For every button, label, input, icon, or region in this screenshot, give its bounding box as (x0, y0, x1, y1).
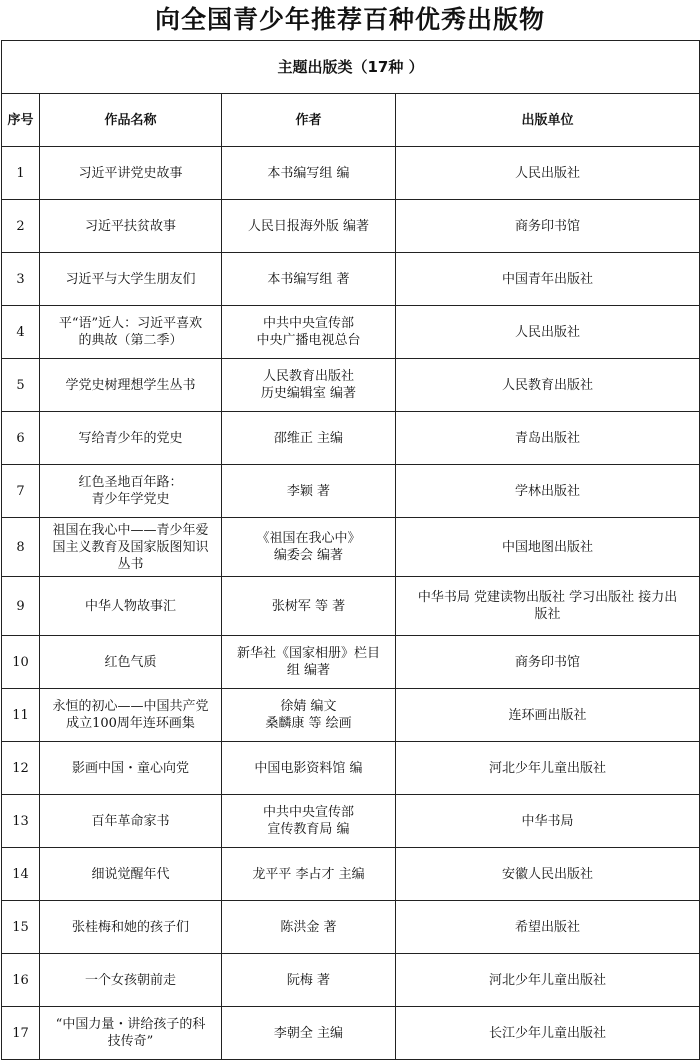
publisher-line: 人民教育出版社 (502, 377, 594, 393)
row-number: 11 (2, 689, 40, 742)
publisher-cell (396, 465, 700, 518)
row-number: 2 (2, 200, 40, 253)
row-number: 10 (2, 636, 40, 689)
table-row (2, 954, 700, 1007)
work-title-line: 祖国在我心中——青少年爱 (52, 522, 209, 538)
author-cell (222, 742, 396, 795)
table-row (2, 306, 700, 359)
author-cell (222, 901, 396, 954)
publisher-line: 长江少年儿童出版社 (489, 1025, 607, 1041)
publisher-line: 青岛出版社 (515, 430, 581, 446)
publisher-line: 河北少年儿童出版社 (489, 972, 607, 988)
publisher-cell (396, 1007, 700, 1060)
author-cell (222, 465, 396, 518)
work-title-line: “中国力量・讲给孩子的科 (55, 1017, 206, 1032)
table-row (2, 636, 700, 689)
author-line: 阮梅 著 (286, 972, 331, 988)
row-number: 17 (2, 1007, 40, 1060)
row-number: 8 (2, 518, 40, 577)
publisher-cell (396, 901, 700, 954)
work-title-line: 中华人物故事汇 (84, 598, 176, 614)
work-title-line: 红色气质 (104, 654, 157, 670)
author-line: 龙平平 李占才 主编 (252, 866, 365, 882)
author-line: 本书编写组 著 (267, 271, 350, 287)
author-line: 张树军 等 著 (271, 598, 346, 614)
table-row (2, 253, 700, 306)
work-title-cell (40, 200, 222, 253)
work-title-line: 习近平扶贫故事 (84, 218, 176, 234)
work-title-cell (40, 848, 222, 901)
publisher-line: 中华书局 (521, 813, 574, 829)
table-row (2, 465, 700, 518)
table-row (2, 518, 700, 577)
work-title-line: 学党史树理想学生丛书 (65, 377, 196, 393)
author-line: 宣传教育局 编 (267, 822, 350, 837)
publisher-cell (396, 253, 700, 306)
table-row (2, 577, 700, 636)
author-cell (222, 412, 396, 465)
publisher-cell (396, 200, 700, 253)
work-title-cell (40, 253, 222, 306)
publisher-line: 中国青年出版社 (502, 271, 594, 287)
author-line: 人民日报海外版 编著 (247, 218, 370, 234)
author-cell (222, 954, 396, 1007)
author-cell (222, 200, 396, 253)
author-line: 桑麟康 等 绘画 (265, 716, 352, 731)
work-title-line: 写给青少年的党史 (78, 430, 183, 446)
author-line: 李颖 著 (286, 483, 331, 499)
row-number: 4 (2, 306, 40, 359)
publisher-cell (396, 848, 700, 901)
publisher-cell (396, 518, 700, 577)
author-line: 人民教育出版社 (262, 369, 354, 384)
work-title-cell (40, 518, 222, 577)
publisher-cell (396, 306, 700, 359)
work-title-cell (40, 1007, 222, 1060)
author-line: 编委会 编著 (273, 548, 344, 563)
work-title-cell (40, 742, 222, 795)
column-header-name: 作品名称 (40, 94, 222, 147)
author-cell (222, 306, 396, 359)
work-title-line: 张桂梅和她的孩子们 (71, 919, 189, 935)
row-number: 16 (2, 954, 40, 1007)
author-line: 徐婧 编文 (280, 699, 337, 714)
row-number: 9 (2, 577, 40, 636)
work-title-cell (40, 412, 222, 465)
row-number: 1 (2, 147, 40, 200)
work-title-cell (40, 306, 222, 359)
row-number: 14 (2, 848, 40, 901)
page-title: 向全国青少年推荐百种优秀出版物 (154, 5, 545, 34)
author-cell (222, 636, 396, 689)
work-title-cell (40, 636, 222, 689)
column-header-author: 作者 (222, 94, 396, 147)
column-header-publisher: 出版单位 (396, 94, 700, 147)
publisher-cell (396, 577, 700, 636)
publisher-line: 版社 (534, 607, 561, 622)
row-number: 13 (2, 795, 40, 848)
row-number: 5 (2, 359, 40, 412)
row-number: 12 (2, 742, 40, 795)
publisher-line: 学林出版社 (515, 483, 581, 499)
work-title-cell (40, 689, 222, 742)
publisher-line: 安徽人民出版社 (502, 866, 594, 882)
publisher-line: 人民出版社 (515, 324, 581, 340)
header-row (2, 94, 700, 147)
publisher-line: 人民出版社 (515, 165, 581, 181)
table-row (2, 359, 700, 412)
author-line: 《祖国在我心中》 (256, 531, 361, 546)
column-header-no: 序号 (2, 94, 40, 147)
author-line: 中央广播电视总台 (256, 333, 361, 348)
table-row (2, 848, 700, 901)
publisher-line: 河北少年儿童出版社 (489, 760, 607, 776)
author-cell (222, 253, 396, 306)
work-title-line: 细说觉醒年代 (91, 866, 170, 882)
publisher-cell (396, 359, 700, 412)
author-cell (222, 795, 396, 848)
table-row (2, 795, 700, 848)
author-line: 中共中央宣传部 (262, 316, 354, 331)
publisher-cell (396, 147, 700, 200)
table-row (2, 147, 700, 200)
publisher-line: 中国地图出版社 (502, 539, 594, 555)
work-title-line: 国主义教育及国家版图知识 (52, 539, 209, 555)
work-title-line: 平“语”近人：习近平喜欢 (58, 316, 203, 331)
work-title-line: 一个女孩朝前走 (84, 972, 176, 988)
work-title-cell (40, 901, 222, 954)
work-title-cell (40, 147, 222, 200)
author-line: 中国电影资料馆 编 (254, 760, 363, 776)
author-cell (222, 1007, 396, 1060)
publisher-cell (396, 795, 700, 848)
work-title-cell (40, 795, 222, 848)
work-title-line: 习近平讲党史故事 (78, 165, 183, 181)
row-number: 15 (2, 901, 40, 954)
work-title-cell (40, 359, 222, 412)
work-title-line: 永恒的初心——中国共产党 (52, 699, 209, 714)
author-cell (222, 147, 396, 200)
table-row (2, 412, 700, 465)
table-row (2, 200, 700, 253)
author-line: 历史编辑室 编著 (260, 386, 357, 401)
row-number: 3 (2, 253, 40, 306)
author-line: 陈洪金 著 (280, 919, 337, 935)
work-title-line: 影画中国・童心向党 (71, 760, 189, 776)
author-line: 本书编写组 编 (267, 165, 350, 181)
author-line: 李朝全 主编 (273, 1025, 344, 1041)
publisher-cell (396, 742, 700, 795)
table-row (2, 689, 700, 742)
publisher-line: 连环画出版社 (508, 707, 587, 723)
author-cell (222, 359, 396, 412)
row-number: 6 (2, 412, 40, 465)
work-title-line: 青少年学党史 (91, 492, 170, 507)
section-row (2, 41, 700, 94)
publisher-line: 希望出版社 (515, 919, 581, 935)
publisher-cell (396, 412, 700, 465)
author-cell (222, 848, 396, 901)
author-line: 组 编著 (286, 663, 331, 678)
section-title: 主题出版类（17种 ） (2, 41, 700, 94)
work-title-line: 习近平与大学生朋友们 (65, 271, 196, 287)
work-title-line: 百年革命家书 (91, 813, 170, 829)
work-title-line: 的典故（第二季） (78, 333, 183, 348)
author-cell (222, 689, 396, 742)
author-line: 邵维正 主编 (273, 430, 344, 446)
work-title-cell (40, 465, 222, 518)
author-cell (222, 518, 396, 577)
work-title-line: 红色圣地百年路： (78, 475, 183, 490)
publisher-line: 商务印书馆 (515, 654, 581, 670)
publisher-cell (396, 954, 700, 1007)
author-cell (222, 577, 396, 636)
author-line: 新华社《国家相册》栏目 (236, 646, 380, 661)
author-line: 中共中央宣传部 (262, 805, 354, 820)
work-title-line: 成立100周年连环画集 (66, 716, 195, 731)
table-row (2, 1007, 700, 1060)
work-title-cell (40, 577, 222, 636)
publisher-line: 商务印书馆 (515, 218, 581, 234)
work-title-cell (40, 954, 222, 1007)
table-row (2, 901, 700, 954)
work-title-line: 技传奇” (107, 1034, 154, 1049)
work-title-line: 丛书 (117, 556, 144, 572)
publisher-line: 中华书局 党建读物出版社 学习出版社 接力出 (417, 590, 678, 605)
publisher-cell (396, 636, 700, 689)
row-number: 7 (2, 465, 40, 518)
table-row (2, 742, 700, 795)
publisher-cell (396, 689, 700, 742)
recommendation-table (1, 40, 700, 1060)
